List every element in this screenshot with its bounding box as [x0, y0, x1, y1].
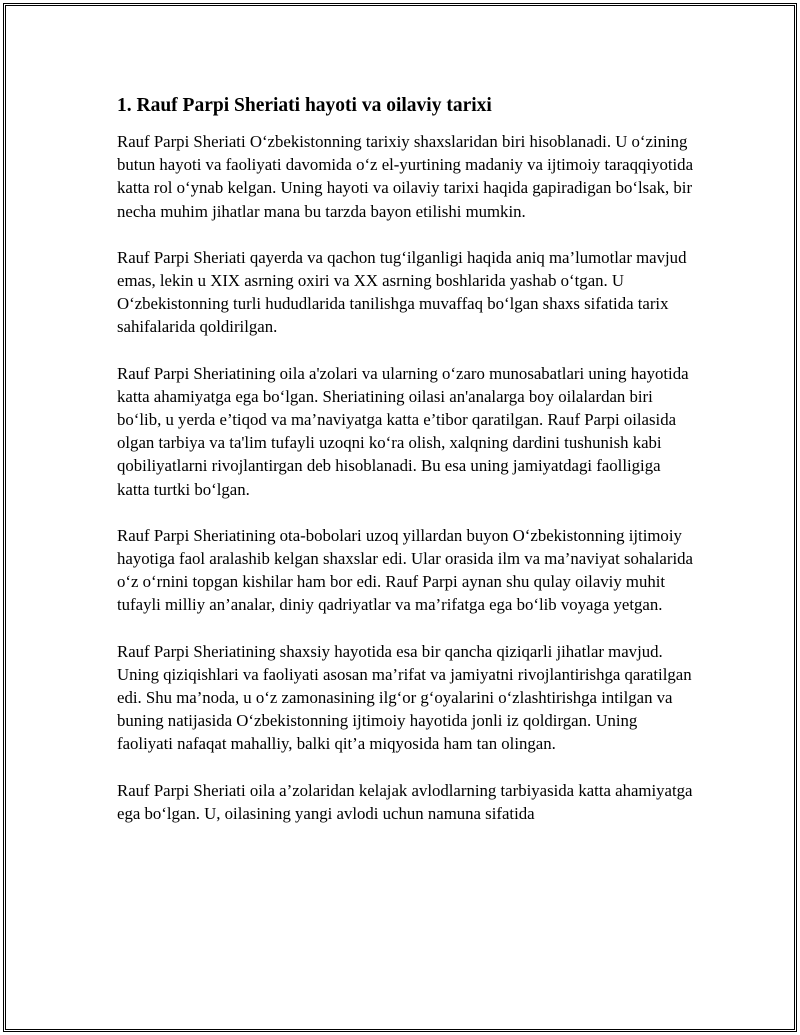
document-body — [117, 92, 697, 848]
paragraph-6: Rauf Parpi Sheriati oila a’zolaridan kelajak avlodlarning tarbiyasida katta ahamiyatga ega bo‘lgan. U, oilasining yangi avlodi uchun namuna sifatida — [117, 780, 693, 823]
document-title: 1. Rauf Parpi Sheriati hayoti va oilaviy tarixi — [117, 95, 492, 116]
paragraph-2: Rauf Parpi Sheriati qayerda va qachon tug‘ilganligi haqida aniq ma’lumotlar mavjud emas, lekin u XIX asrning oxiri va XX asrning boshlarida yashab o‘tgan. U O‘zbekistonning turli hududlarida tanilishga muvaffaq bo‘lgan shaxs sifatida tarix sahifalarida qoldirilgan. — [117, 247, 687, 337]
paragraph-4: Rauf Parpi Sheriatining ota-bobolari uzoq yillardan buyon O‘zbekistonning ijtimoiy hayotiga faol aralashib kelgan shaxslar edi. Ular orasida ilm va ma’naviyat sohalarida o‘z o‘rnini topgan kishilar ham bor edi. Rauf Parpi aynan shu qulay oilaviy muhit tufayli milliy an’analar, diniy qadriyatlar va ma’rifatga ega bo‘lib voyaga yetgan. — [117, 525, 693, 615]
paragraph-3: Rauf Parpi Sheriatining oila a'zolari va ularning o‘zaro munosabatlari uning hayotida katta ahamiyatga ega bo‘lgan. Sheriatining oilasi an'analarga boy oilalardan biri bo‘lib, u yerda e’tiqod va ma’naviyatga katta e’tibor qaratilgan. Rauf Parpi oilasida olgan tarbiya va ta'lim tufayli uzoqni ko‘ra olish, xalqning dardini tushunish kabi qobiliyatlarni rivojlantirgan deb hisoblanadi. Bu esa uning jamiyatdagi faolligiga katta turtki bo‘lgan. — [117, 363, 689, 499]
paragraph-1: Rauf Parpi Sheriati O‘zbekistonning tarixiy shaxslaridan biri hisoblanadi. U o‘zining butun hayoti va faoliyati davomida o‘z el-yurtining madaniy va ijtimoiy taraqqiyotida katta rol o‘ynab kelgan. Uning hayoti va oilaviy tarixi haqida gapiradigan bo‘lsak, bir necha muhim jihatlar mana bu tarzda bayon etilishi mumkin. — [117, 132, 694, 221]
paragraph-5: Rauf Parpi Sheriatining shaxsiy hayotida esa bir qancha qiziqarli jihatlar mavjud. Uning qiziqishlari va faoliyati asosan ma’rifat va jamiyatni rivojlantirishga qaratilgan edi. Shu ma’noda, u o‘z zamonasining ilg‘or g‘oyalarini o‘zlashtirishga intilgan va buning natijasida O‘zbekistonning ijtimoiy hayotida jonli iz qoldirgan. Uning faoliyati nafaqat mahalliy, balki qit’a miqyosida ham tan olingan. — [117, 641, 692, 754]
